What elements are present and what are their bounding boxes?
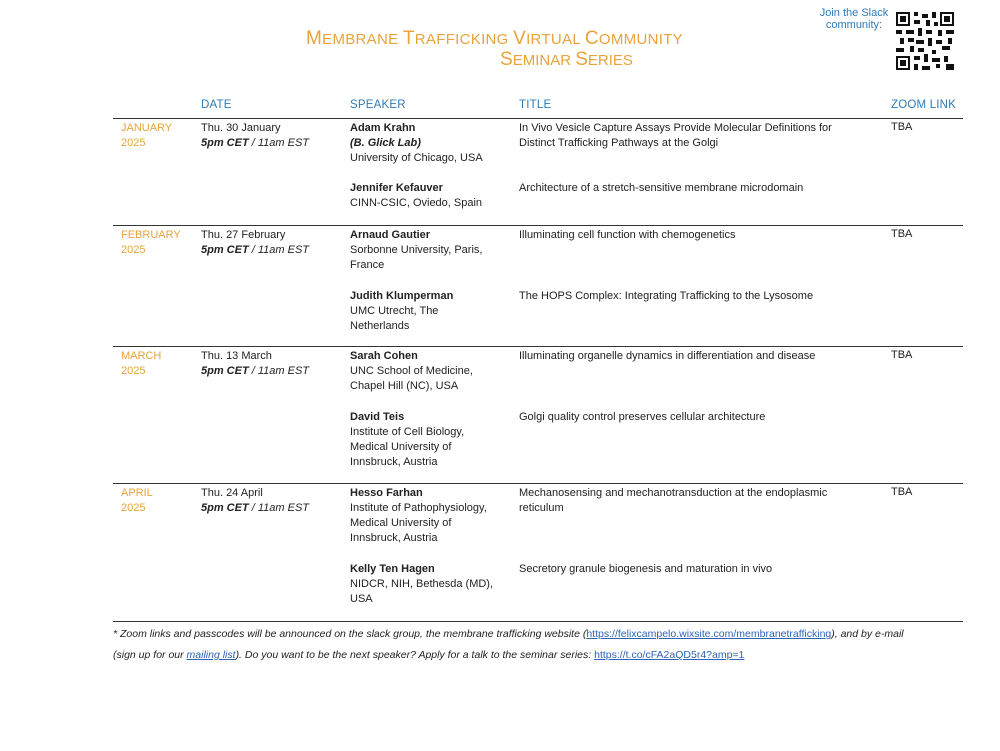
speaker: Hesso Farhan Institute of Pathophysiology, Medical University of Innsbruck, Austria bbox=[350, 487, 487, 544]
talk-title: Mechanosensing and mechanotransduction at the endoplasmic reticulum bbox=[519, 487, 828, 514]
slack-label: Join the Slack community: bbox=[819, 7, 889, 31]
month-label: MARCH 2025 bbox=[121, 350, 162, 377]
mailing-list-link[interactable]: mailing list bbox=[186, 649, 236, 661]
month-label: FEBRUARY 2025 bbox=[121, 229, 181, 256]
talk-title: Illuminating organelle dynamics in differentiation and disease bbox=[519, 350, 816, 362]
footer-text: ), and by e-mail bbox=[831, 628, 904, 640]
speaker: David Teis Institute of Cell Biology, Medical University of Innsbruck, Austria bbox=[350, 411, 465, 468]
zoom-link[interactable]: TBA bbox=[891, 228, 913, 240]
month-row-april bbox=[113, 484, 963, 622]
footer-text: (sign up for our bbox=[113, 649, 187, 661]
footer-text: * Zoom links and passcodes will be announced on the slack group, the membrane trafficking website ( bbox=[113, 628, 587, 640]
speaker: Sarah Cohen UNC School of Medicine, Chapel Hill (NC), USA bbox=[350, 350, 473, 392]
session-date: Thu. 30 January 5pm CET / 11am EST bbox=[201, 122, 310, 149]
header-title: TITLE bbox=[519, 99, 552, 111]
website-link[interactable]: https://felixcampelo.wixsite.com/membranetrafficking bbox=[586, 628, 832, 640]
zoom-link[interactable]: TBA bbox=[891, 349, 913, 361]
talk-title: Golgi quality control preserves cellular architecture bbox=[519, 411, 766, 423]
title-line-1: MEMBRANE TRAFFICKING VIRTUAL COMMUNITY bbox=[306, 28, 683, 49]
month-label: JANUARY 2025 bbox=[121, 122, 173, 149]
header-zoom-link: ZOOM LINK bbox=[891, 99, 957, 111]
header-date: DATE bbox=[201, 99, 232, 111]
footer-text: ). Do you want to be the next speaker? Apply for a talk to the seminar series: bbox=[235, 649, 595, 661]
zoom-link[interactable]: TBA bbox=[891, 486, 913, 498]
speaker: Arnaud Gautier Sorbonne University, Paris, France bbox=[350, 229, 483, 271]
month-row-march bbox=[113, 347, 963, 484]
speaker: Kelly Ten Hagen NIDCR, NIH, Bethesda (MD), USA bbox=[350, 563, 494, 605]
session-date: Thu. 24 April 5pm CET / 11am EST bbox=[201, 487, 310, 514]
page-title bbox=[250, 28, 760, 71]
speaker: Judith Klumperman UMC Utrecht, The Netherlands bbox=[350, 290, 454, 332]
session-date: Thu. 27 February 5pm CET / 11am EST bbox=[201, 229, 310, 256]
talk-title: Illuminating cell function with chemogenetics bbox=[519, 229, 736, 241]
table-header bbox=[113, 99, 963, 119]
talk-title: In Vivo Vesicle Capture Assays Provide Molecular Definitions for Distinct Trafficking Pathways at the Golgi bbox=[519, 122, 832, 149]
header-speaker: SPEAKER bbox=[350, 99, 406, 111]
talk-title: The HOPS Complex: Integrating Trafficking to the Lysosome bbox=[519, 290, 814, 302]
month-row-january bbox=[113, 119, 963, 226]
session-date: Thu. 13 March 5pm CET / 11am EST bbox=[201, 350, 310, 377]
speaker: Jennifer Kefauver CINN-CSIC, Oviedo, Spain bbox=[350, 182, 483, 209]
qr-code-icon[interactable] bbox=[896, 12, 954, 70]
title-line-2: SEMINAR SERIES bbox=[500, 49, 633, 70]
talk-title: Architecture of a stretch-sensitive membrane microdomain bbox=[519, 182, 804, 194]
zoom-link[interactable]: TBA bbox=[891, 121, 913, 133]
footer-note bbox=[113, 624, 973, 666]
talk-title: Secretory granule biogenesis and maturation in vivo bbox=[519, 563, 773, 575]
apply-link[interactable]: https://t.co/cFA2aQD5r4?amp=1 bbox=[594, 649, 745, 661]
month-label: APRIL 2025 bbox=[121, 487, 153, 514]
month-row-february bbox=[113, 226, 963, 347]
speaker: Adam Krahn (B. Glick Lab) University of Chicago, USA bbox=[350, 122, 483, 164]
